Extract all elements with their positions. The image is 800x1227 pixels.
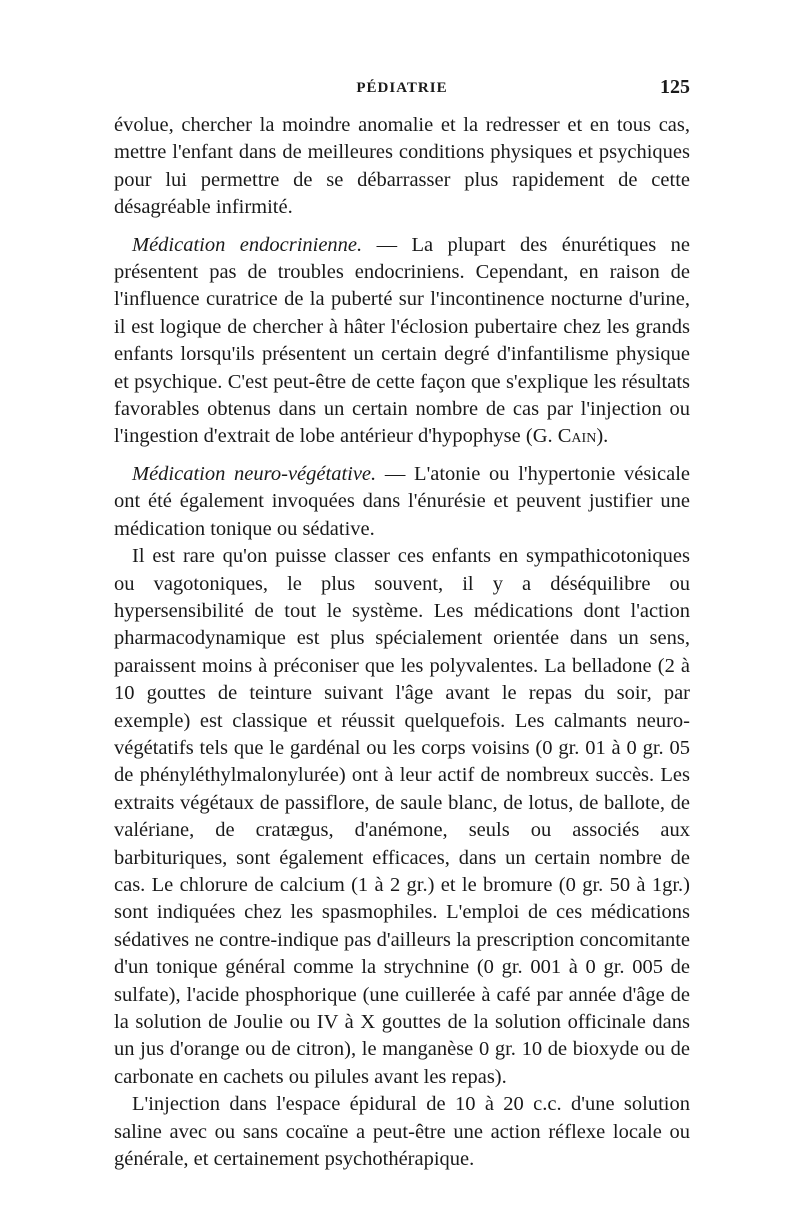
page-number: 125 <box>660 76 690 98</box>
body-text <box>114 112 690 1173</box>
book-page <box>114 74 690 1173</box>
paragraph-text-end: ). <box>596 425 609 448</box>
paragraph-text: L'injection dans l'espace épidural de 10 à 20 c.c. d'une solution saline avec ou sans cocaïne a peut-être une action réflexe locale ou générale, et certainement psychothérapique. <box>114 1093 690 1171</box>
author-name: Cain <box>557 425 597 448</box>
paragraph-medication-endocrinienne <box>114 232 690 451</box>
paragraph-classification <box>114 543 690 1091</box>
running-title: PÉDIATRIE <box>356 80 448 96</box>
section-heading-neuro-vegetative: Médication neuro-végétative. <box>132 462 377 485</box>
running-head <box>114 74 690 104</box>
paragraph-medication-neuro-vegetative <box>114 461 690 543</box>
paragraph-text: — La plupart des énurétiques ne présentent pas de troubles endocriniens. Cependant, en raison de l'influence curatrice de la puberté sur l'incontinence nocturne d'urine, il est logique de chercher à hâter l'éclosion pubertaire chez les grands enfants lorsqu'ils présentent un certain degré d'infantilisme physique et psychique. C'est peut-être de cette façon que s'explique les résultats favorables obtenus dans un certain nombre de cas par l'injection ou l'ingestion d'extrait de lobe antérieur d'hypophyse (G. <box>114 233 690 448</box>
paragraph-continuation <box>114 112 690 222</box>
paragraph-injection <box>114 1091 690 1173</box>
paragraph-text: évolue, chercher la moindre anomalie et la redresser et en tous cas, mettre l'enfant dans de meilleures conditions physiques et psychiques pour lui permettre de se débarrasser plus rapidement de cette désagréable infirmité. <box>114 114 690 219</box>
paragraph-text: — L'atonie ou l'hypertonie vésicale ont été également invoquées dans l'énurésie et peuvent justifier une médication tonique ou sédative. <box>114 462 690 540</box>
section-heading-endocrinienne: Médication endocrinienne. <box>132 233 363 256</box>
paragraph-text: Il est rare qu'on puisse classer ces enfants en sympathicotoniques ou vagotoniques, le plus souvent, il y a déséquilibre ou hypersensibilité de tout le système. Les médications dont l'action pharmacodynamique est plus spécialement orientée dans un sens, paraissent moins à préconiser que les polyvalentes. La belladone (2 à 10 gouttes de teinture suivant l'âge avant le repas du soir, par exemple) est classique et réussit quelquefois. Les calmants neuro-végétatifs tels que le gardénal ou les corps voisins (0 gr. 01 à 0 gr. 05 de phényléthylmalonylurée) ont à leur actif de nombreux succès. Les extraits végétaux de passiflore, de saule blanc, de lotus, de ballote, de valériane, de cratægus, d'anémone, seuls ou associés aux barbituriques, sont également efficaces, dans un certain nombre de cas. Le chlorure de calcium (1 à 2 gr.) et le bromure (0 gr. 50 à 1gr.) sont indiquées chez les spasmophiles. L'emploi de ces médications sédatives ne contre-indique pas d'ailleurs la prescription concomitante d'un tonique général comme la strychnine (0 gr. 001 à 0 gr. 005 de sulfate), l'acide phosphorique (une cuillerée à café par année d'âge de la solution de Joulie ou IV à X gouttes de la solution officinale dans un jus d'orange ou de citron), le manganèse 0 gr. 10 de bioxyde ou de carbonate en cachets ou pilules avant les repas). <box>114 545 690 1088</box>
